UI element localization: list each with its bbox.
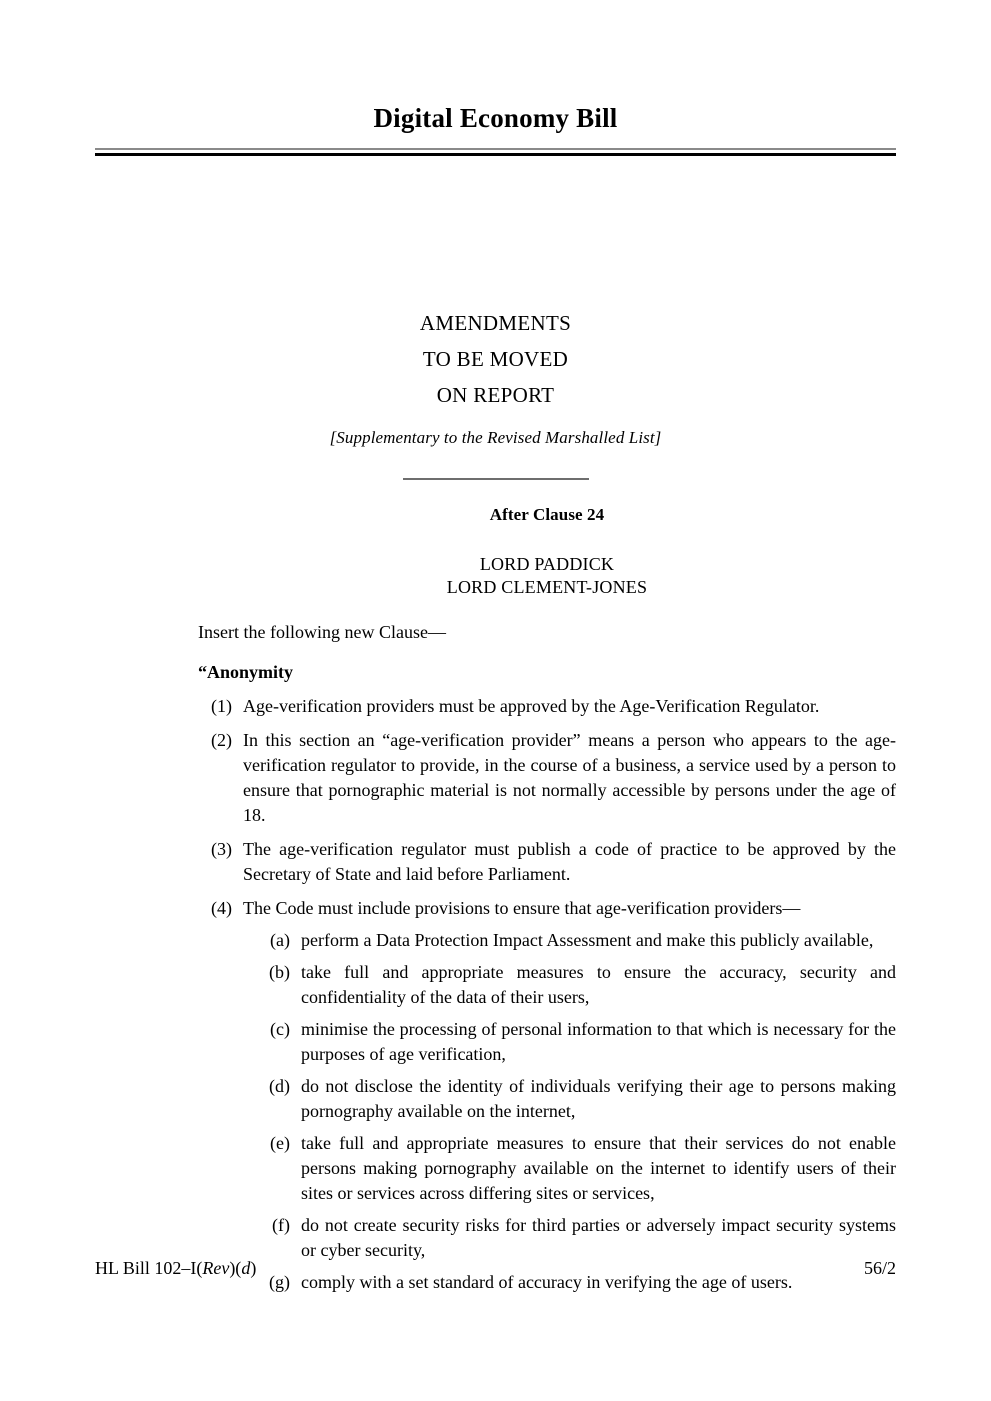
bill-reference-suffix: d <box>241 1258 251 1278</box>
provision-item <box>198 837 896 887</box>
provision-text: In this section an “age-verification provider” means a person who appears to the age-verification regulator to provide, in the course of a business, a service used by a person to ensure that pornographic material is not normally accessible by persons under the age of 18. <box>243 730 896 825</box>
sub-provision-text: take full and appropriate measures to ensure that their services do not enable persons making pornography available on the internet to identify users of their sites or services across differing sites or services, <box>301 1133 896 1203</box>
new-clause-title: “Anonymity <box>198 662 294 682</box>
bill-reference <box>95 1258 256 1279</box>
sponsor-name: LORD CLEMENT-JONES <box>446 577 648 597</box>
sub-provision-item <box>254 1213 896 1263</box>
sub-provision-item <box>254 1131 896 1206</box>
sub-provision-item <box>254 960 896 1010</box>
provision-marker: (3) <box>211 839 232 859</box>
provision-marker: (2) <box>211 730 232 750</box>
insert-instruction: Insert the following new Clause— <box>198 622 446 642</box>
bill-reference-prefix: HL Bill 102–I( <box>95 1258 203 1278</box>
provision-marker: (1) <box>211 696 232 716</box>
page-title: Digital Economy Bill <box>373 103 618 133</box>
amendment-block <box>198 505 896 1295</box>
sub-provision-text: do not create security risks for third parties or adversely impact security systems or cyber security, <box>301 1215 896 1260</box>
sub-provision-text: take full and appropriate measures to ensure the accuracy, security and confidentiality of the data of their users, <box>301 962 896 1007</box>
bill-reference-close: ) <box>250 1258 257 1278</box>
sub-provision-list <box>254 928 896 1295</box>
sub-provision-item <box>254 1074 896 1124</box>
sub-provision-marker: (b) <box>269 962 290 982</box>
provision-item <box>198 896 896 921</box>
supplementary-note: [Supplementary to the Revised Marshalled List] <box>329 428 662 447</box>
sub-provision-text: minimise the processing of personal information to that which is necessary for the purposes of age verification, <box>301 1019 896 1064</box>
provision-list <box>198 694 896 1295</box>
sub-provision-marker: (f) <box>272 1215 290 1235</box>
provision-item <box>198 694 896 719</box>
sub-provision-text: do not disclose the identity of individuals verifying their age to persons making pornography available on the internet, <box>301 1076 896 1121</box>
clause-heading: After Clause 24 <box>489 505 605 524</box>
sub-provision-marker: (g) <box>269 1272 290 1292</box>
sub-provision-marker: (c) <box>270 1019 290 1039</box>
sub-provision-item <box>254 928 896 953</box>
sub-provision-marker: (d) <box>269 1076 290 1096</box>
sub-provision-marker: (a) <box>270 930 290 950</box>
heading-line-amendments: AMENDMENTS <box>419 311 572 335</box>
sub-provision-text: perform a Data Protection Impact Assessment and make this publicly available, <box>301 930 874 950</box>
bill-reference-mid: )( <box>229 1258 242 1278</box>
section-divider <box>403 478 589 480</box>
sub-provision-marker: (e) <box>270 1133 290 1153</box>
masthead-divider <box>95 148 896 156</box>
sponsor-list <box>198 553 896 599</box>
divider-thick-line <box>95 153 896 156</box>
bill-reference-rev: Rev <box>202 1258 230 1278</box>
provision-marker: (4) <box>211 898 232 918</box>
document-heading-block <box>95 305 896 480</box>
page-number: 56/2 <box>863 1258 896 1278</box>
provision-item <box>198 728 896 828</box>
provision-text: Age-verification providers must be approved by the Age-Verification Regulator. <box>243 696 820 716</box>
heading-line-to-be-moved: TO BE MOVED <box>422 347 569 371</box>
heading-line-on-report: ON REPORT <box>436 383 555 407</box>
masthead <box>95 104 896 156</box>
sub-provision-text: comply with a set standard of accuracy in verifying the age of users. <box>301 1272 793 1292</box>
provision-text: The Code must include provisions to ensure that age-verification providers— <box>243 898 801 918</box>
provision-text: The age-verification regulator must publish a code of practice to be approved by the Secretary of State and laid before Parliament. <box>243 839 896 884</box>
sub-provision-item <box>254 1017 896 1067</box>
page-footer <box>95 1258 896 1279</box>
sponsor-name: LORD PADDICK <box>479 554 615 574</box>
